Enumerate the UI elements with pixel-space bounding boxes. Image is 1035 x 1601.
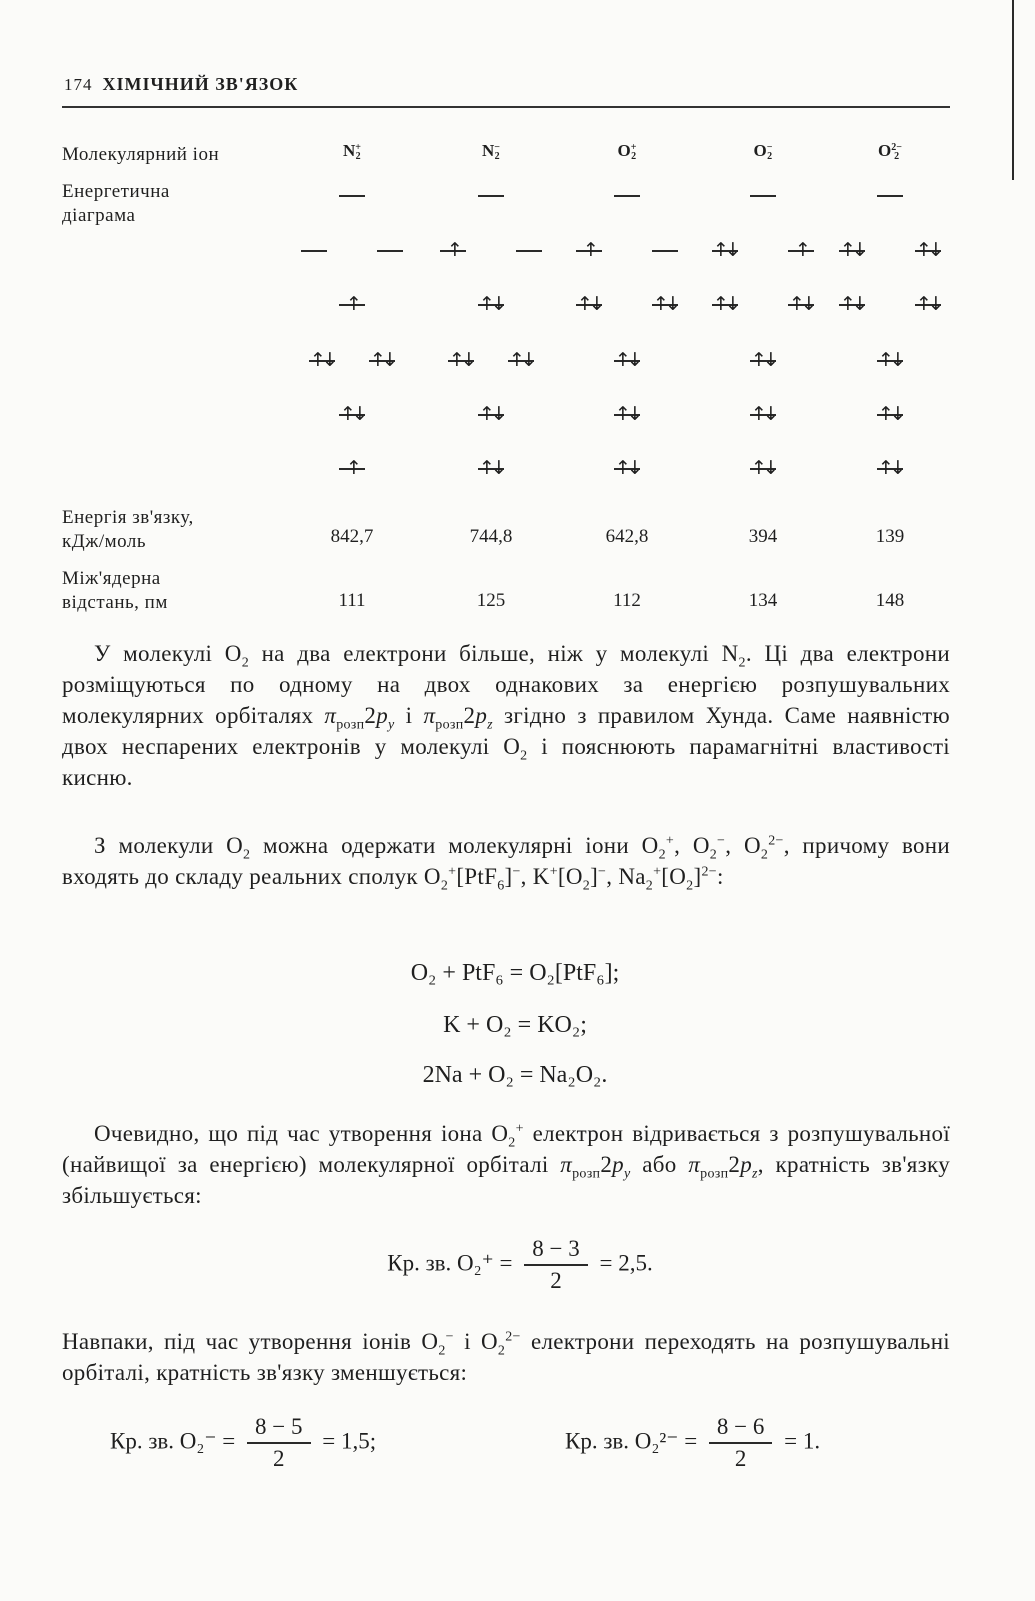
electron-spin-up-icon: ↑ (346, 293, 362, 315)
electron-spin-down-icon: ↓ (725, 239, 741, 261)
orbital-level (576, 293, 605, 315)
bond-energy-value: 744,8 (469, 526, 513, 547)
denominator: 2 (273, 1446, 285, 1471)
electron-spin-up-icon: ↑ (479, 457, 495, 479)
label-internuclear-distance (62, 567, 168, 615)
fraction (524, 1236, 587, 1294)
label-line: кДж/моль (62, 531, 147, 552)
distance-value: 111 (338, 590, 366, 611)
paragraph-2: З молекули $O_2$ можна одержати молекулярні іони $O_2^+$, $O_2^-$, $O_2^{2-}$, причому вони входять до складу реальних сполук $O_2^+[PtF_6]^-$, $K^+[O_2]^-$, $Na_2^+[O_2]^{2-}$: (62, 833, 951, 894)
orbital-level (614, 349, 643, 371)
orbital-level (478, 195, 504, 197)
page-edge-line (1012, 0, 1014, 180)
bond-energy-value: 842,7 (330, 526, 374, 547)
ion-header: N + 2 (343, 141, 361, 163)
bond-energy-value: 642,8 (605, 526, 649, 547)
electron-spin-up-icon: ↑ (583, 239, 599, 261)
orbital-level (877, 349, 906, 371)
orbital-level (614, 457, 643, 479)
electron-spin-up-icon: ↑ (713, 293, 729, 315)
formula-label: Кр. зв. O₂⁺ = (387, 1250, 513, 1276)
orbital-level (915, 293, 944, 315)
fraction (247, 1414, 310, 1472)
electron-spin-down-icon: ↓ (352, 403, 368, 425)
denominator: 2 (550, 1268, 562, 1293)
orbital-level (877, 195, 903, 197)
electron-spin-up-icon: ↑ (916, 293, 932, 315)
electron-spin-up-icon: ↑ (916, 239, 932, 261)
label-bond-energy (62, 506, 194, 554)
electron-spin-down-icon: ↓ (763, 457, 779, 479)
orbital-level (478, 403, 507, 425)
orbital-level (369, 349, 398, 371)
orbital-level (614, 195, 640, 197)
electron-spin-down-icon: ↓ (627, 349, 643, 371)
electron-spin-up-icon: ↑ (713, 239, 729, 261)
orbital-level (309, 349, 338, 371)
ion-header: O + 2 (617, 141, 637, 163)
orbital-level (478, 457, 507, 479)
orbital-level (339, 195, 365, 197)
electron-spin-up-icon: ↑ (479, 403, 495, 425)
electron-spin-down-icon: ↓ (852, 293, 868, 315)
ion-header: N − 2 (482, 141, 500, 163)
formula-result: = 2,5. (599, 1250, 653, 1276)
electron-spin-up-icon: ↑ (346, 457, 362, 479)
electron-spin-down-icon: ↓ (589, 293, 605, 315)
distance-value: 112 (613, 590, 641, 611)
orbital-level (750, 457, 779, 479)
orbital-level (652, 250, 678, 252)
electron-spin-up-icon: ↑ (789, 293, 805, 315)
electron-spin-down-icon: ↓ (491, 457, 507, 479)
electron-spin-down-icon: ↓ (890, 403, 906, 425)
orbital-level (339, 293, 365, 315)
header-rule (62, 106, 950, 108)
electron-spin-down-icon: ↓ (890, 457, 906, 479)
electron-spin-down-icon: ↓ (801, 293, 817, 315)
electron-spin-up-icon: ↑ (840, 239, 856, 261)
numerator: 8 − 6 (709, 1414, 772, 1444)
numerator: 8 − 5 (247, 1414, 310, 1444)
orbital-level (508, 349, 537, 371)
electron-spin-up-icon: ↑ (878, 403, 894, 425)
orbital-level (301, 250, 327, 252)
page-number: 174 (64, 75, 93, 94)
equation-1: O₂ + PtF₆ = O₂[PtF₆]; (410, 960, 620, 986)
electron-spin-down-icon: ↓ (627, 457, 643, 479)
electron-spin-up-icon: ↑ (370, 349, 386, 371)
paragraph-1: У молекулі $O_2$ на два електрони більше, ніж у молекулі $N_2$. Ці два електрони розміщуються по одному на двох однакових за енергією розпушувальних молекулярних орбіталях $\pi_{розп}2p_y$ і $\pi_{розп}2p_z$ згідно з правилом Хунда. Саме наявністю двох неспарених електронів у молекулі $O_2$ і пояснюють парамагнітні властивості кисню. (62, 641, 951, 790)
bond-energy-value: 139 (875, 526, 905, 547)
electron-spin-down-icon: ↓ (725, 293, 741, 315)
orbital-level (839, 239, 868, 261)
distance-value: 134 (748, 590, 778, 611)
electron-spin-down-icon: ↓ (521, 349, 537, 371)
bond-energy-value: 394 (748, 526, 778, 547)
orbital-level (377, 250, 403, 252)
electron-spin-up-icon: ↑ (615, 403, 631, 425)
orbital-level (516, 250, 542, 252)
electron-spin-up-icon: ↑ (878, 349, 894, 371)
label-line: Між'ядерна (62, 568, 161, 589)
label-line: відстань, пм (62, 592, 168, 613)
orbital-level (339, 457, 365, 479)
orbital-level (448, 349, 477, 371)
denominator: 2 (734, 1446, 747, 1471)
electron-spin-down-icon: ↓ (928, 293, 944, 315)
electron-spin-up-icon: ↑ (447, 239, 463, 261)
orbital-level (839, 293, 868, 315)
bond-order-formula-1 (330, 1236, 710, 1294)
running-header (64, 74, 298, 95)
label-line: Енергія зв'язку, (62, 507, 194, 528)
numerator: 8 − 3 (524, 1236, 587, 1266)
electron-spin-up-icon: ↑ (751, 403, 767, 425)
orbital-level (478, 293, 507, 315)
orbital-level (788, 239, 814, 261)
distance-value: 125 (476, 590, 506, 611)
electron-spin-up-icon: ↑ (479, 293, 495, 315)
electron-spin-down-icon: ↓ (665, 293, 681, 315)
orbital-level (339, 403, 368, 425)
formula-label: Кр. зв. O₂²⁻ = (565, 1428, 698, 1454)
orbital-level (652, 293, 681, 315)
electron-spin-down-icon: ↓ (627, 403, 643, 425)
electron-spin-down-icon: ↓ (928, 239, 944, 261)
ion-header: O 2− 2 (878, 141, 902, 163)
orbital-level (614, 403, 643, 425)
electron-spin-up-icon: ↑ (449, 349, 465, 371)
electron-spin-up-icon: ↑ (751, 349, 767, 371)
electron-spin-up-icon: ↑ (840, 293, 856, 315)
electron-spin-down-icon: ↓ (491, 403, 507, 425)
electron-spin-up-icon: ↑ (310, 349, 326, 371)
label-line: Енергетична (62, 181, 170, 202)
electron-spin-up-icon: ↑ (615, 457, 631, 479)
formula-result: = 1,5; (322, 1428, 377, 1454)
electron-spin-down-icon: ↓ (322, 349, 338, 371)
electron-spin-up-icon: ↑ (653, 293, 669, 315)
paragraph-4: Навпаки, під час утворення іонів $O_2^-$ і $O_2^{2-}$ електрони переходять на розпушувальні орбіталі, кратність зв'язку зменшується: (62, 1329, 951, 1385)
distance-value: 148 (875, 590, 905, 611)
electron-spin-down-icon: ↓ (491, 293, 507, 315)
orbital-level (750, 195, 776, 197)
electron-spin-up-icon: ↑ (577, 293, 593, 315)
label-energy-diagram (62, 180, 170, 228)
electron-spin-up-icon: ↑ (751, 457, 767, 479)
fraction (709, 1414, 772, 1472)
orbital-level (576, 239, 602, 261)
electron-spin-down-icon: ↓ (382, 349, 398, 371)
orbital-level (440, 239, 466, 261)
equation-3: 2Na + O₂ = Na₂O₂. (422, 1062, 608, 1088)
bond-order-formula-2 (110, 1414, 490, 1472)
electron-spin-up-icon: ↑ (615, 349, 631, 371)
orbital-level (915, 239, 944, 261)
electron-spin-down-icon: ↓ (461, 349, 477, 371)
electron-spin-up-icon: ↑ (509, 349, 525, 371)
electron-spin-up-icon: ↑ (878, 457, 894, 479)
electron-spin-down-icon: ↓ (763, 349, 779, 371)
ion-header: O − 2 (753, 141, 773, 163)
chapter-title: ХІМІЧНИЙ ЗВ'ЯЗОК (102, 74, 299, 94)
electron-spin-down-icon: ↓ (763, 403, 779, 425)
label-line: діаграма (62, 205, 136, 226)
orbital-level (750, 403, 779, 425)
formula-result: = 1. (784, 1428, 821, 1454)
electron-spin-up-icon: ↑ (795, 239, 811, 261)
bond-order-formula-3 (565, 1414, 945, 1472)
electron-spin-up-icon: ↑ (340, 403, 356, 425)
paragraph-3: Очевидно, що під час утворення іона $O_2^+$ електрон відривається з розпушувальної (найвищої за енергією) молекулярної орбіталі $\pi_{розп}2p_y$ або $\pi_{розп}2p_z$, кратність зв'язку збільшується: (62, 1121, 951, 1208)
label-molecular-ion: Молекулярний іон (62, 144, 220, 165)
electron-spin-down-icon: ↓ (852, 239, 868, 261)
orbital-level (877, 457, 906, 479)
orbital-level (877, 403, 906, 425)
orbital-level (712, 239, 741, 261)
formula-label: Кр. зв. O₂⁻ = (110, 1428, 236, 1454)
equation-2: K + O₂ = KO₂; (443, 1012, 587, 1038)
orbital-level (712, 293, 741, 315)
orbital-level (788, 293, 817, 315)
orbital-level (750, 349, 779, 371)
electron-spin-down-icon: ↓ (890, 349, 906, 371)
